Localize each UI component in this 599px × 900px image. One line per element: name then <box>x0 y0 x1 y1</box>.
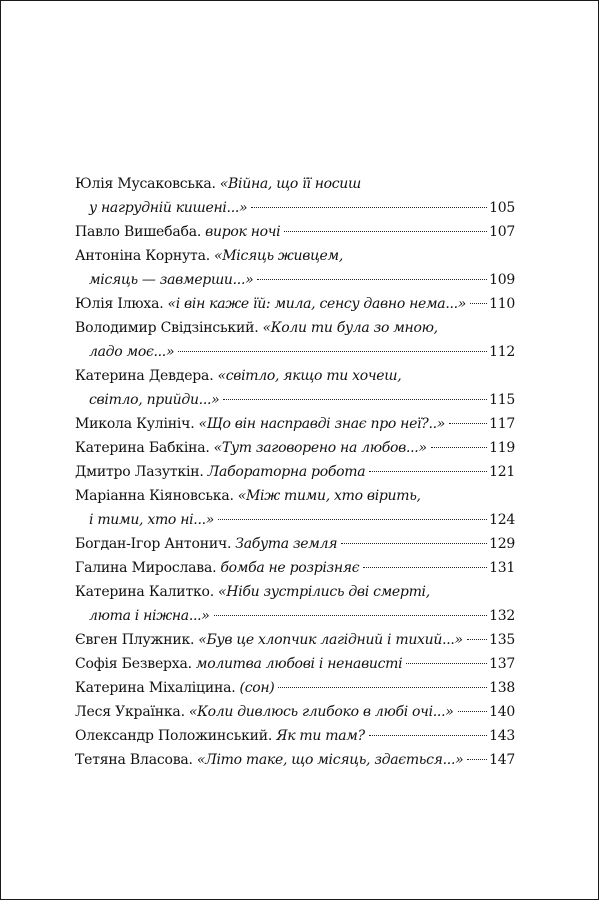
toc-entry <box>75 748 515 772</box>
toc-entry-continuation <box>75 268 515 292</box>
toc-author: Катерина Калитко. <box>75 584 215 600</box>
toc-entry <box>75 484 515 532</box>
toc-title: «Коли дивлюсь глибоко в любі очі...» <box>188 704 454 720</box>
dot-leader <box>257 279 487 280</box>
toc-author: Софія Безверха. <box>75 656 192 672</box>
toc-entry-line <box>75 172 515 196</box>
dot-leader <box>470 303 487 304</box>
toc-page-number: 119 <box>489 440 515 456</box>
dot-leader <box>218 519 487 520</box>
dot-leader <box>363 567 487 568</box>
toc-entry-line <box>75 364 515 388</box>
dot-leader <box>178 351 487 352</box>
dot-leader <box>467 759 487 760</box>
toc-title: «Війна, що її носиш <box>219 176 361 192</box>
toc-author: Дмитро Лазуткін. <box>75 464 204 480</box>
toc-entry-line <box>75 700 515 724</box>
toc-page-number: 124 <box>489 512 515 528</box>
toc-title: Як ти там? <box>276 728 365 744</box>
toc-page-number: 140 <box>489 704 515 720</box>
dot-leader <box>449 423 487 424</box>
toc-page-number: 129 <box>489 536 515 552</box>
toc-entry <box>75 364 515 412</box>
toc-author: Богдан-Ігор Антонич. <box>75 536 232 552</box>
dot-leader <box>284 231 487 232</box>
toc-entry-line <box>75 436 515 460</box>
dot-leader <box>431 447 487 448</box>
toc-entry-line <box>75 460 515 484</box>
toc-author: Євген Плужник. <box>75 632 195 648</box>
toc-title: молитва любові і ненависті <box>195 656 403 672</box>
toc-author: Антоніна Корнута. <box>75 248 210 264</box>
dot-leader <box>406 663 487 664</box>
toc-entry-line <box>75 580 515 604</box>
toc-title: «Тут заговорено на любов...» <box>213 440 427 456</box>
toc-entry <box>75 220 515 244</box>
toc-author: Павло Вишебаба. <box>75 224 202 240</box>
toc-page-number: 147 <box>489 752 515 768</box>
dot-leader <box>251 207 487 208</box>
toc-entry-line <box>75 532 515 556</box>
toc-entry <box>75 412 515 436</box>
toc-page-number: 121 <box>489 464 515 480</box>
toc-entry-line <box>75 412 515 436</box>
toc-entry-line <box>75 748 515 772</box>
toc-author: Юлія Ілюха. <box>75 296 164 312</box>
dot-leader <box>467 639 487 640</box>
toc-entry-line <box>75 628 515 652</box>
toc-title: Лабораторна робота <box>207 464 366 480</box>
toc-entry <box>75 172 515 220</box>
toc-entry-line <box>75 316 515 340</box>
toc-entry <box>75 532 515 556</box>
toc-page-number: 112 <box>489 344 515 360</box>
dot-leader <box>369 735 487 736</box>
toc-author: Катерина Бабкіна. <box>75 440 210 456</box>
toc-entry-continuation <box>75 196 515 220</box>
toc-entry-line <box>75 244 515 268</box>
toc-entry-line <box>75 724 515 748</box>
toc-title: місяць — завмерши...» <box>89 272 254 288</box>
toc-title: «Місяць живцем, <box>213 248 344 264</box>
toc-title: (сон) <box>239 680 275 696</box>
toc-page-number: 138 <box>489 680 515 696</box>
toc-title: вирок ночі <box>205 224 281 240</box>
toc-author: Юлія Мусаковська. <box>75 176 216 192</box>
toc-title: світло, прийди...» <box>89 392 220 408</box>
toc-title: у нагрудній кишені...» <box>89 200 248 216</box>
toc-title: «Ніби зустрілись дві смерті, <box>218 584 430 600</box>
toc-page-number: 115 <box>489 392 515 408</box>
toc-entry <box>75 580 515 628</box>
toc-title: «Коли ти була зо мною, <box>262 320 438 336</box>
toc-page-number: 105 <box>489 200 515 216</box>
toc-entry-line <box>75 556 515 580</box>
toc-entry-continuation <box>75 604 515 628</box>
toc-author: Галина Мирослава. <box>75 560 217 576</box>
dot-leader <box>223 399 487 400</box>
toc-title: «Літо таке, що місяць, здається...» <box>196 752 464 768</box>
toc-entry-continuation <box>75 340 515 364</box>
toc-entry-line <box>75 484 515 508</box>
toc-page-number: 131 <box>489 560 515 576</box>
dot-leader <box>214 615 488 616</box>
toc-entry <box>75 628 515 652</box>
table-of-contents <box>75 172 515 772</box>
toc-entry <box>75 292 515 316</box>
toc-author: Володимир Свідзінський. <box>75 320 259 336</box>
toc-page-number: 135 <box>489 632 515 648</box>
toc-page-number: 110 <box>489 296 515 312</box>
toc-entry <box>75 556 515 580</box>
toc-page-number: 107 <box>489 224 515 240</box>
toc-entry <box>75 676 515 700</box>
toc-entry <box>75 316 515 364</box>
toc-title: «і він каже їй: мила, сенсу давно нема...» <box>167 296 467 312</box>
toc-entry-line <box>75 220 515 244</box>
toc-entry <box>75 460 515 484</box>
toc-entry <box>75 436 515 460</box>
toc-author: Микола Кулініч. <box>75 416 195 432</box>
toc-author: Маріанна Кіяновська. <box>75 488 234 504</box>
toc-author: Катерина Міхаліцина. <box>75 680 236 696</box>
toc-title: «Що він насправді знає про неї?..» <box>198 416 446 432</box>
toc-page-number: 117 <box>489 416 515 432</box>
toc-entry <box>75 244 515 292</box>
dot-leader <box>278 687 487 688</box>
dot-leader <box>369 471 487 472</box>
toc-title: бомба не розрізняє <box>220 560 360 576</box>
toc-entry-line <box>75 652 515 676</box>
toc-entry <box>75 724 515 748</box>
toc-title: люта і ніжна...» <box>89 608 210 624</box>
dot-leader <box>341 543 487 544</box>
toc-entry-continuation <box>75 508 515 532</box>
toc-page-number: 143 <box>489 728 515 744</box>
toc-page-number: 137 <box>489 656 515 672</box>
toc-title: «світло, якщо ти хочеш, <box>217 368 402 384</box>
toc-title: «Був це хлопчик лагідний і тихий...» <box>198 632 463 648</box>
toc-page-number: 109 <box>489 272 515 288</box>
toc-title: Забута земля <box>235 536 338 552</box>
toc-entry-line <box>75 292 515 316</box>
toc-author: Олександр Положинський. <box>75 728 273 744</box>
toc-title: і тими, хто ні...» <box>89 512 215 528</box>
toc-entry <box>75 652 515 676</box>
toc-entry-continuation <box>75 388 515 412</box>
toc-author: Катерина Девдера. <box>75 368 214 384</box>
dot-leader <box>458 711 488 712</box>
toc-entry <box>75 700 515 724</box>
toc-author: Леся Українка. <box>75 704 185 720</box>
toc-title: «Між тими, хто вірить, <box>237 488 421 504</box>
toc-author: Тетяна Власова. <box>75 752 193 768</box>
toc-title: ладо моє...» <box>89 344 175 360</box>
toc-page-number: 132 <box>489 608 515 624</box>
toc-entry-line <box>75 676 515 700</box>
